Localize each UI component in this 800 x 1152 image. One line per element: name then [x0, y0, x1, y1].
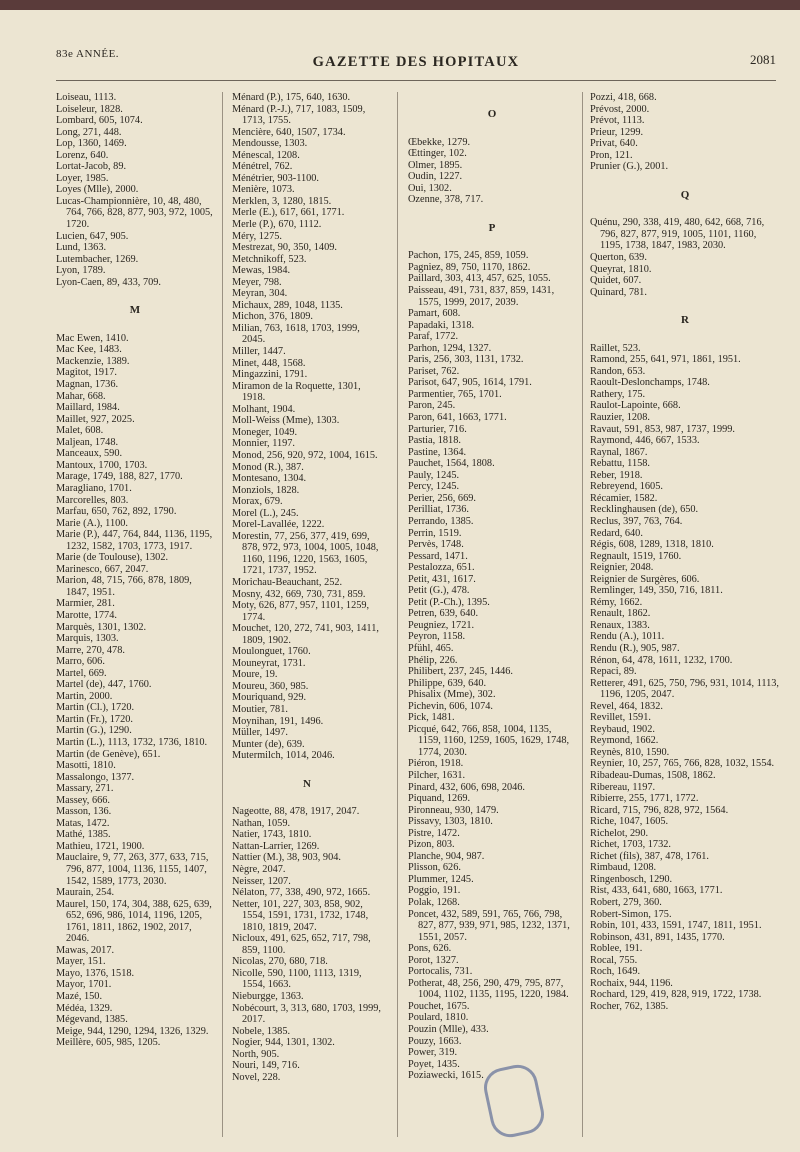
index-entry: Netter, 101, 227, 303, 858, 902, 1554, 1591, 1731, 1732, 1748, 1810, 1819, 2047.	[232, 898, 369, 933]
index-entry: Robin, 101, 433, 1591, 1747, 1811, 1951.	[590, 920, 762, 932]
index-entry: Médéa, 1329.	[56, 1002, 113, 1014]
index-entry: Piquand, 1269.	[408, 793, 471, 805]
index-entry: Marotte, 1774.	[56, 609, 117, 621]
index-entry: Mosny, 432, 669, 730, 731, 859.	[232, 588, 366, 600]
section-letter: P	[488, 221, 496, 234]
index-entry: Raoult-Deslonchamps, 1748.	[590, 377, 710, 389]
index-entry: Rochard, 129, 419, 828, 919, 1722, 1738.	[590, 989, 762, 1001]
column-divider	[222, 92, 223, 1137]
index-entry: Pozzi, 418, 668.	[590, 92, 657, 103]
index-entry: Mahar, 668.	[56, 390, 106, 402]
index-entry: Mazé, 150.	[56, 991, 103, 1003]
index-entry: Pons, 626.	[408, 943, 452, 955]
index-entry: Recklinghausen (de), 650.	[590, 504, 699, 516]
index-entry: Ringenbosch, 1290.	[590, 873, 673, 885]
index-entry: Rebattu, 1158.	[590, 458, 650, 470]
index-entry: Ribereau, 1197.	[590, 781, 656, 793]
index-entry: Mawas, 2017.	[56, 944, 115, 956]
index-entry: Poziawecki, 1615.	[408, 1070, 484, 1082]
index-entry: Moure, 19.	[232, 669, 278, 681]
index-entry: Meillère, 605, 985, 1205.	[56, 1037, 161, 1049]
index-entry: Rochaix, 944, 1196.	[590, 977, 673, 989]
index-entry: Moynihan, 191, 1496.	[232, 715, 324, 727]
index-entry: Revel, 464, 1832.	[590, 700, 663, 712]
index-column-2	[232, 92, 382, 1083]
index-entry: Maljean, 1748.	[56, 436, 119, 448]
index-entry: Munter (de), 639.	[232, 738, 305, 750]
index-entry: Merklen, 3, 1280, 1815.	[232, 195, 332, 207]
index-entry: Maillet, 927, 2025.	[56, 413, 135, 425]
index-entry: Petit (G.), 478.	[408, 585, 470, 597]
index-entry: Martin (L.), 1113, 1732, 1736, 1810.	[56, 736, 208, 748]
index-entry: Monnier, 1197.	[232, 438, 295, 450]
header-rule	[56, 80, 776, 81]
index-entry: Rocher, 762, 1385.	[590, 1000, 669, 1012]
index-entry: Pouzy, 1663.	[408, 1035, 462, 1047]
index-entry: Marquès, 1301, 1302.	[56, 621, 147, 633]
index-entry: Renaux, 1383.	[590, 619, 650, 631]
index-entry: Perrando, 1385.	[408, 515, 474, 527]
index-entry: Redard, 640.	[590, 527, 643, 539]
index-entry: Nathan, 1059.	[232, 817, 291, 829]
index-entry: Ramond, 255, 641, 971, 1861, 1951.	[590, 354, 741, 366]
index-entry: Polak, 1268.	[408, 897, 460, 908]
index-entry: Reber, 1918.	[590, 469, 643, 481]
index-entry: Raynal, 1867.	[590, 446, 648, 458]
index-entry: Meige, 944, 1290, 1294, 1326, 1329.	[56, 1025, 209, 1037]
index-entry: Lop, 1360, 1469.	[56, 138, 127, 150]
index-entry: Ménétrier, 903-1100.	[232, 172, 319, 184]
index-entry: Loiseleur, 1828.	[56, 103, 123, 115]
index-entry: Petren, 639, 640.	[408, 608, 479, 620]
index-entry: Pariset, 762.	[408, 365, 460, 377]
index-entry: Privat, 640.	[590, 138, 638, 150]
index-entry: Pouchet, 1675.	[408, 1000, 470, 1012]
index-entry: Raillet, 523.	[590, 342, 641, 354]
index-entry: Nogier, 944, 1301, 1302.	[232, 1037, 335, 1049]
index-entry: Monod (R.), 387.	[232, 461, 304, 473]
index-entry: Prunier (G.), 2001.	[590, 161, 669, 173]
index-entry: Ribadeau-Dumas, 1508, 1862.	[590, 769, 716, 781]
index-entry: Prévot, 1113.	[590, 115, 645, 127]
index-entry: Pinard, 432, 606, 698, 2046.	[408, 781, 525, 793]
index-entry: Paraf, 1772.	[408, 331, 459, 343]
index-entry: Martin (Cl.), 1720.	[56, 702, 135, 714]
index-entry: Phisalix (Mme), 302.	[408, 689, 496, 701]
index-entry: Richet, 1703, 1732.	[590, 839, 671, 851]
year-label: 83e ANNÉE.	[56, 48, 120, 60]
index-entry: Reignier de Surgères, 606.	[590, 573, 700, 585]
index-entry: Queyrat, 1810.	[590, 263, 652, 275]
index-entry: Rendu (R.), 905, 987.	[590, 642, 680, 654]
index-entry: Lombard, 605, 1074.	[56, 115, 143, 127]
index-entry: Mendousse, 1303.	[232, 138, 308, 150]
index-entry: Martin (G.), 1290.	[56, 725, 132, 737]
index-entry: Pichevin, 606, 1074.	[408, 700, 493, 712]
index-entry: Pastia, 1818.	[408, 435, 461, 447]
index-entry: Nobele, 1385.	[232, 1025, 291, 1037]
index-entry: Robinson, 431, 891, 1435, 1770.	[590, 931, 725, 943]
section-letter: N	[303, 777, 311, 790]
index-entry: Pironneau, 930, 1479.	[408, 804, 499, 816]
index-entry: Ribierre, 255, 1771, 1772.	[590, 793, 699, 805]
index-entry: Petit, 431, 1617.	[408, 573, 476, 585]
index-entry: Perilliat, 1736.	[408, 504, 469, 516]
index-entry: Nattier (M.), 38, 903, 904.	[232, 852, 341, 864]
index-entry: Marfau, 650, 762, 892, 1790.	[56, 506, 177, 518]
section-letter: Q	[680, 188, 690, 201]
index-entry: Magitot, 1917.	[56, 367, 117, 379]
index-entry: Méry, 1275.	[232, 230, 282, 242]
index-entry: Repaci, 89.	[590, 666, 637, 678]
index-entry: Moll-Weiss (Mme), 1303.	[232, 415, 340, 427]
index-entry: Quidet, 607.	[590, 275, 642, 287]
index-entry: Peyron, 1158.	[408, 631, 466, 643]
index-entry: Récamier, 1582.	[590, 492, 658, 504]
index-entry: Poggio, 191.	[408, 885, 461, 897]
index-entry: Martel (de), 447, 1760.	[56, 679, 152, 691]
index-entry: Michon, 376, 1809.	[232, 311, 313, 323]
index-entry: Minet, 448, 1568.	[232, 357, 306, 369]
index-entry: Reclus, 397, 763, 764.	[590, 515, 683, 527]
index-entry: Lucas-Championnière, 10, 48, 480, 764, 766, 828, 877, 903, 972, 1005, 1720.	[56, 195, 213, 231]
index-entry: Pestalozza, 651.	[408, 562, 475, 574]
section-letter: M	[129, 304, 141, 317]
index-entry: Renault, 1862.	[590, 608, 651, 620]
index-entry: Reynier, 10, 257, 765, 766, 828, 1032, 1554.	[590, 758, 775, 770]
index-entry: Plummer, 1245.	[408, 873, 474, 885]
index-entry: Rist, 433, 641, 680, 1663, 1771.	[590, 885, 723, 897]
index-entry: Molhant, 1904.	[232, 403, 296, 415]
index-entry: Raymond, 446, 667, 1533.	[590, 435, 700, 447]
index-entry: Mewas, 1984.	[232, 265, 291, 277]
index-entry: Matas, 1472.	[56, 817, 110, 829]
index-entry: Rathery, 175.	[590, 388, 646, 400]
index-entry: Oui, 1302.	[408, 182, 452, 194]
index-entry: Moulonguet, 1760.	[232, 646, 311, 658]
index-entry: Morel-Lavallée, 1222.	[232, 519, 325, 531]
index-entry: Raulot-Lapointe, 668.	[590, 400, 681, 412]
index-entry: Pron, 121.	[590, 149, 633, 161]
top-border	[0, 0, 800, 10]
index-entry: Ménard (P.), 175, 640, 1630.	[232, 92, 351, 103]
index-entry: Prieur, 1299.	[590, 126, 644, 138]
index-entry: Poncet, 432, 589, 591, 765, 766, 798, 827, 877, 939, 971, 985, 1232, 1371, 1551, 2057.	[408, 908, 570, 943]
index-entry: Marre, 270, 478.	[56, 644, 125, 656]
index-entry: Pissavy, 1303, 1810.	[408, 816, 493, 828]
index-entry: Pastine, 1364.	[408, 446, 467, 458]
index-entry: Percy, 1245.	[408, 481, 460, 493]
index-entry: Maillard, 1984.	[56, 402, 120, 414]
index-entry: Miramon de la Roquette, 1301, 1918.	[232, 380, 361, 404]
index-entry: Pfühl, 465.	[408, 642, 454, 654]
index-entry: Nègre, 2047.	[232, 864, 286, 875]
index-entry: Rocal, 755.	[590, 954, 638, 966]
index-entry: Mayer, 151.	[56, 956, 106, 968]
index-entry: Retterer, 491, 625, 750, 796, 931, 1014, 1113, 1196, 1205, 2047.	[590, 677, 780, 701]
index-entry: Montesano, 1304.	[232, 473, 307, 485]
index-entry: Massary, 271.	[56, 783, 114, 795]
index-entry: Paron, 245.	[408, 400, 456, 412]
index-entry: Malet, 608.	[56, 425, 104, 437]
index-entry: Rendu (A.), 1011.	[590, 631, 665, 643]
section-letter: R	[681, 314, 689, 327]
index-entry: Pauly, 1245.	[408, 469, 460, 481]
index-entry: Ménescal, 1208.	[232, 149, 300, 161]
index-entry: Reignier, 2048.	[590, 562, 654, 574]
index-entry: Rénon, 64, 478, 1611, 1232, 1700.	[590, 654, 733, 666]
index-entry: Loiseau, 1113.	[56, 92, 117, 103]
index-entry: Meyran, 304.	[232, 288, 288, 300]
page-header	[56, 46, 776, 76]
index-entry: Loyer, 1985.	[56, 172, 109, 184]
index-entry: Loyes (Mlle), 2000.	[56, 184, 139, 196]
index-entry: Ménard (P.-J.), 717, 1083, 1509, 1713, 1755.	[232, 103, 366, 127]
index-entry: Martin (Fr.), 1720.	[56, 713, 133, 725]
index-entry: Mayo, 1376, 1518.	[56, 967, 135, 979]
index-entry: Picqué, 642, 766, 858, 1004, 1135, 1159, 1160, 1259, 1605, 1629, 1748, 1774, 2030.	[408, 723, 570, 758]
index-column-1	[56, 92, 214, 1049]
index-entry: Prévost, 2000.	[590, 103, 650, 115]
index-entry: Nicolas, 270, 680, 718.	[232, 956, 328, 968]
index-entry: Merle (P.), 670, 1112.	[232, 219, 322, 231]
index-entry: Régis, 608, 1289, 1318, 1810.	[590, 539, 714, 551]
index-entry: Planche, 904, 987.	[408, 850, 485, 862]
index-entry: Marie (A.), 1100.	[56, 517, 128, 529]
index-entry: Pizon, 803.	[408, 839, 455, 851]
index-entry: Morichau-Beauchant, 252.	[232, 576, 343, 588]
index-entry: Nobécourt, 3, 313, 680, 1703, 1999, 2017.	[232, 1002, 382, 1026]
index-entry: Mencière, 640, 1507, 1734.	[232, 126, 346, 138]
index-entry: Philippe, 639, 640.	[408, 677, 487, 689]
index-entry: Mutermilch, 1014, 2046.	[232, 750, 335, 762]
index-entry: Moutier, 781.	[232, 703, 288, 715]
index-entry: Ravaut, 591, 853, 987, 1737, 1999.	[590, 423, 736, 435]
index-entry: Pervès, 1748.	[408, 539, 464, 551]
index-entry: Natier, 1743, 1810.	[232, 829, 312, 841]
index-entry: Michaux, 289, 1048, 1135.	[232, 299, 343, 311]
index-entry: Robert-Simon, 175.	[590, 908, 672, 920]
index-entry: Manceaux, 590.	[56, 448, 123, 460]
index-entry: Pouzin (Mlle), 433.	[408, 1024, 489, 1036]
index-entry: Nattan-Larrier, 1269.	[232, 840, 320, 852]
index-entry: Masson, 136.	[56, 806, 112, 818]
index-entry: Marquis, 1303.	[56, 633, 119, 645]
index-entry: Marie (de Toulouse), 1302.	[56, 552, 169, 564]
index-entry: Paillard, 303, 413, 457, 625, 1055.	[408, 273, 551, 285]
index-entry: Novel, 228.	[232, 1071, 281, 1083]
index-entry: Porot, 1327.	[408, 954, 459, 966]
index-entry: Pachon, 175, 245, 859, 1059.	[408, 250, 529, 262]
index-entry: Paris, 256, 303, 1131, 1732.	[408, 354, 524, 366]
index-entry: Massalongo, 1377.	[56, 771, 135, 783]
index-entry: Marage, 1749, 188, 827, 1770.	[56, 471, 183, 483]
index-entry: Mégevand, 1385.	[56, 1014, 128, 1026]
index-entry: Mac Kee, 1483.	[56, 344, 122, 356]
index-entry: Maurel, 150, 174, 304, 388, 625, 639, 652, 696, 986, 1014, 1196, 1205, 1761, 1811, 1862, 1902, 2017, 2046.	[56, 898, 212, 945]
index-entry: Reynès, 810, 1590.	[590, 746, 670, 758]
index-entry: Mauclaire, 9, 77, 263, 377, 633, 715, 796, 877, 1004, 1136, 1155, 1407, 1542, 1589, 1773, 2030.	[56, 852, 209, 887]
index-entry: Pessard, 1471.	[408, 550, 468, 562]
index-entry: Reybaud, 1902.	[590, 723, 655, 735]
index-entry: Lortat-Jacob, 89.	[56, 161, 127, 173]
index-column-4	[590, 92, 780, 1012]
index-entry: Parmentier, 765, 1701.	[408, 388, 502, 400]
index-entry: Roch, 1649.	[590, 966, 641, 978]
index-entry: Lyon, 1789.	[56, 265, 106, 277]
index-entry: Maragliano, 1701.	[56, 482, 132, 494]
index-entry: Mouchet, 120, 272, 741, 903, 1411, 1809, 1902.	[232, 623, 379, 646]
index-entry: Pagniez, 89, 750, 1170, 1862.	[408, 261, 531, 273]
index-entry: Lund, 1363.	[56, 242, 107, 254]
index-entry: North, 905.	[232, 1048, 280, 1060]
index-entry: Philibert, 237, 245, 1446.	[408, 666, 513, 678]
index-entry: Miller, 1447.	[232, 346, 286, 358]
index-entry: Regnault, 1519, 1760.	[590, 550, 682, 562]
column-divider	[582, 92, 583, 1137]
index-entry: Portocalis, 731.	[408, 966, 473, 978]
index-entry: Rimbaud, 1208.	[590, 862, 657, 874]
index-entry: Pamart, 608.	[408, 308, 461, 320]
index-entry: Parisot, 647, 905, 1614, 1791.	[408, 377, 532, 389]
index-entry: Nélaton, 77, 338, 490, 972, 1665.	[232, 887, 371, 899]
index-entry: Paron, 641, 1663, 1771.	[408, 412, 507, 424]
index-entry: Ménétrel, 762.	[232, 161, 293, 173]
index-entry: Olmer, 1895.	[408, 159, 463, 171]
index-entry: Nicloux, 491, 625, 652, 717, 798, 859, 1100.	[232, 933, 371, 956]
index-entry: Mackenzie, 1389.	[56, 355, 130, 367]
journal-title: GAZETTE DES HOPITAUX	[312, 54, 520, 70]
index-entry: Ricard, 715, 796, 828, 972, 1564.	[590, 804, 729, 816]
index-entry: Moneger, 1049.	[232, 426, 298, 438]
index-entry: Robert, 279, 360.	[590, 897, 662, 908]
index-entry: Richet (fils), 387, 478, 1761.	[590, 850, 709, 862]
index-entry: Morax, 679.	[232, 496, 283, 508]
index-entry: Poulard, 1810.	[408, 1012, 469, 1024]
index-entry: Nicolle, 590, 1100, 1113, 1319, 1554, 1663.	[232, 967, 362, 991]
index-entry: Querton, 639.	[590, 252, 647, 264]
index-entry: Lorenz, 640.	[56, 149, 109, 161]
index-entry: Pauchet, 1564, 1808.	[408, 458, 495, 470]
index-entry: Lyon-Caen, 89, 433, 709.	[56, 276, 161, 288]
index-entry: Lucien, 647, 905.	[56, 230, 129, 242]
index-entry: Moureu, 360, 985.	[232, 680, 309, 692]
index-entry: Merle (E.), 617, 661, 1771.	[232, 207, 345, 219]
index-entry: Moty, 626, 877, 957, 1101, 1259, 1774.	[232, 600, 370, 623]
index-entry: Paisseau, 491, 731, 837, 859, 1431, 1575, 1999, 2017, 2039.	[408, 285, 555, 308]
index-entry: Mouneyrat, 1731.	[232, 657, 306, 669]
page-number: 2081	[750, 52, 776, 67]
index-entry: Marcorelles, 803.	[56, 494, 129, 506]
index-entry: Martin (de Genève), 651.	[56, 748, 161, 760]
index-entry: Milian, 763, 1618, 1703, 1999, 2045.	[232, 322, 360, 346]
index-entry: Mac Ewen, 1410.	[56, 332, 129, 344]
index-entry: Petit (P.-Ch.), 1395.	[408, 596, 490, 608]
index-entry: Magnan, 1736.	[56, 379, 119, 391]
index-entry: Ozenne, 378, 717.	[408, 194, 484, 206]
index-entry: Lutembacher, 1269.	[56, 253, 139, 265]
index-entry: Meyer, 798.	[232, 276, 282, 288]
index-entry: Power, 319.	[408, 1047, 458, 1059]
index-entry: Phélip, 226.	[408, 654, 458, 666]
index-entry: Nageotte, 88, 478, 1917, 2047.	[232, 806, 360, 818]
index-entry: Mathieu, 1721, 1900.	[56, 840, 145, 852]
index-entry: Parturier, 716.	[408, 423, 467, 435]
index-entry: Nieburgge, 1363.	[232, 991, 304, 1003]
index-entry: Perier, 256, 669.	[408, 492, 476, 504]
index-entry: Piéron, 1918.	[408, 758, 464, 770]
index-entry: Mestrezat, 90, 350, 1409.	[232, 242, 337, 254]
section-letter: O	[487, 108, 497, 120]
index-entry: Neisser, 1207.	[232, 875, 291, 887]
index-entry: Poyet, 1435.	[408, 1058, 460, 1070]
index-entry: Maurain, 254.	[56, 887, 115, 899]
index-entry: Oudin, 1227.	[408, 171, 463, 183]
index-entry: Nouri, 149, 716.	[232, 1060, 300, 1072]
index-entry: Martin, 2000.	[56, 690, 113, 702]
index-entry: Randon, 653.	[590, 365, 646, 377]
index-entry: Remlinger, 149, 350, 716, 1811.	[590, 585, 723, 597]
index-entry: Rebreyend, 1605.	[590, 481, 663, 493]
index-entry: Plisson, 626.	[408, 862, 461, 874]
index-entry: Masotti, 1810.	[56, 760, 116, 772]
index-entry: Pick, 1481.	[408, 712, 455, 724]
index-entry: Perrin, 1519.	[408, 527, 462, 539]
index-entry: Potherat, 48, 256, 290, 479, 795, 877, 1004, 1102, 1135, 1195, 1220, 1984.	[408, 977, 569, 1001]
index-entry: Marion, 48, 715, 766, 878, 1809, 1847, 1951.	[56, 575, 192, 598]
index-entry: Revillet, 1591.	[590, 712, 651, 724]
index-entry: Pistre, 1472.	[408, 827, 460, 839]
index-entry: Menière, 1073.	[232, 184, 295, 196]
index-entry: Marie (P.), 447, 764, 844, 1136, 1195, 1232, 1582, 1703, 1773, 1917.	[56, 529, 213, 552]
index-entry: Mantoux, 1700, 1703.	[56, 459, 148, 471]
index-entry: Peugniez, 1721.	[408, 619, 475, 631]
index-entry: Monod, 256, 920, 972, 1004, 1615.	[232, 449, 378, 461]
index-entry: Müller, 1497.	[232, 727, 288, 739]
index-entry: Riche, 1047, 1605.	[590, 816, 669, 828]
index-entry: Metchnikoff, 523.	[232, 253, 307, 265]
index-entry: Martel, 669.	[56, 667, 107, 679]
index-entry: Papadaki, 1318.	[408, 319, 475, 331]
index-entry: Morel (L.), 245.	[232, 507, 299, 519]
index-entry: Œbekke, 1279.	[408, 136, 471, 148]
index-entry: Reymond, 1662.	[590, 735, 659, 747]
index-entry: Rauzier, 1208.	[590, 412, 650, 424]
index-entry: Quénu, 290, 338, 419, 480, 642, 668, 716, 796, 827, 877, 919, 1005, 1101, 1160, 1195, 1738, 1847, 1983, 2030.	[590, 217, 765, 252]
index-entry: Mayor, 1701.	[56, 979, 112, 991]
index-entry: Monziols, 1828.	[232, 484, 300, 496]
index-entry: Marmier, 281.	[56, 598, 115, 610]
index-entry: Massey, 666.	[56, 794, 110, 806]
index-entry: Morestin, 77, 256, 377, 419, 699, 878, 972, 973, 1004, 1005, 1048, 1160, 1196, 1220, 1563, 1605, 1721, 1737, 1952.	[232, 530, 379, 577]
index-entry: Parhon, 1294, 1327.	[408, 342, 492, 354]
index-entry: Quinard, 781.	[590, 286, 647, 298]
index-entry: Richelot, 290.	[590, 827, 649, 839]
index-entry: Pilcher, 1631.	[408, 769, 466, 781]
index-column-3	[408, 92, 576, 1082]
index-entry: Œttinger, 102.	[408, 148, 467, 160]
index-entry: Mouriquand, 929.	[232, 692, 307, 704]
index-entry: Marinesco, 667, 2047.	[56, 563, 149, 575]
column-divider	[397, 92, 398, 1137]
index-entry: Long, 271, 448.	[56, 126, 122, 138]
index-entry: Rémy, 1662.	[590, 596, 643, 608]
index-entry: Marro, 606.	[56, 656, 105, 668]
index-entry: Mathé, 1385.	[56, 829, 111, 841]
index-entry: Mingazzini, 1791.	[232, 369, 308, 381]
index-entry: Roblee, 191.	[590, 943, 643, 955]
